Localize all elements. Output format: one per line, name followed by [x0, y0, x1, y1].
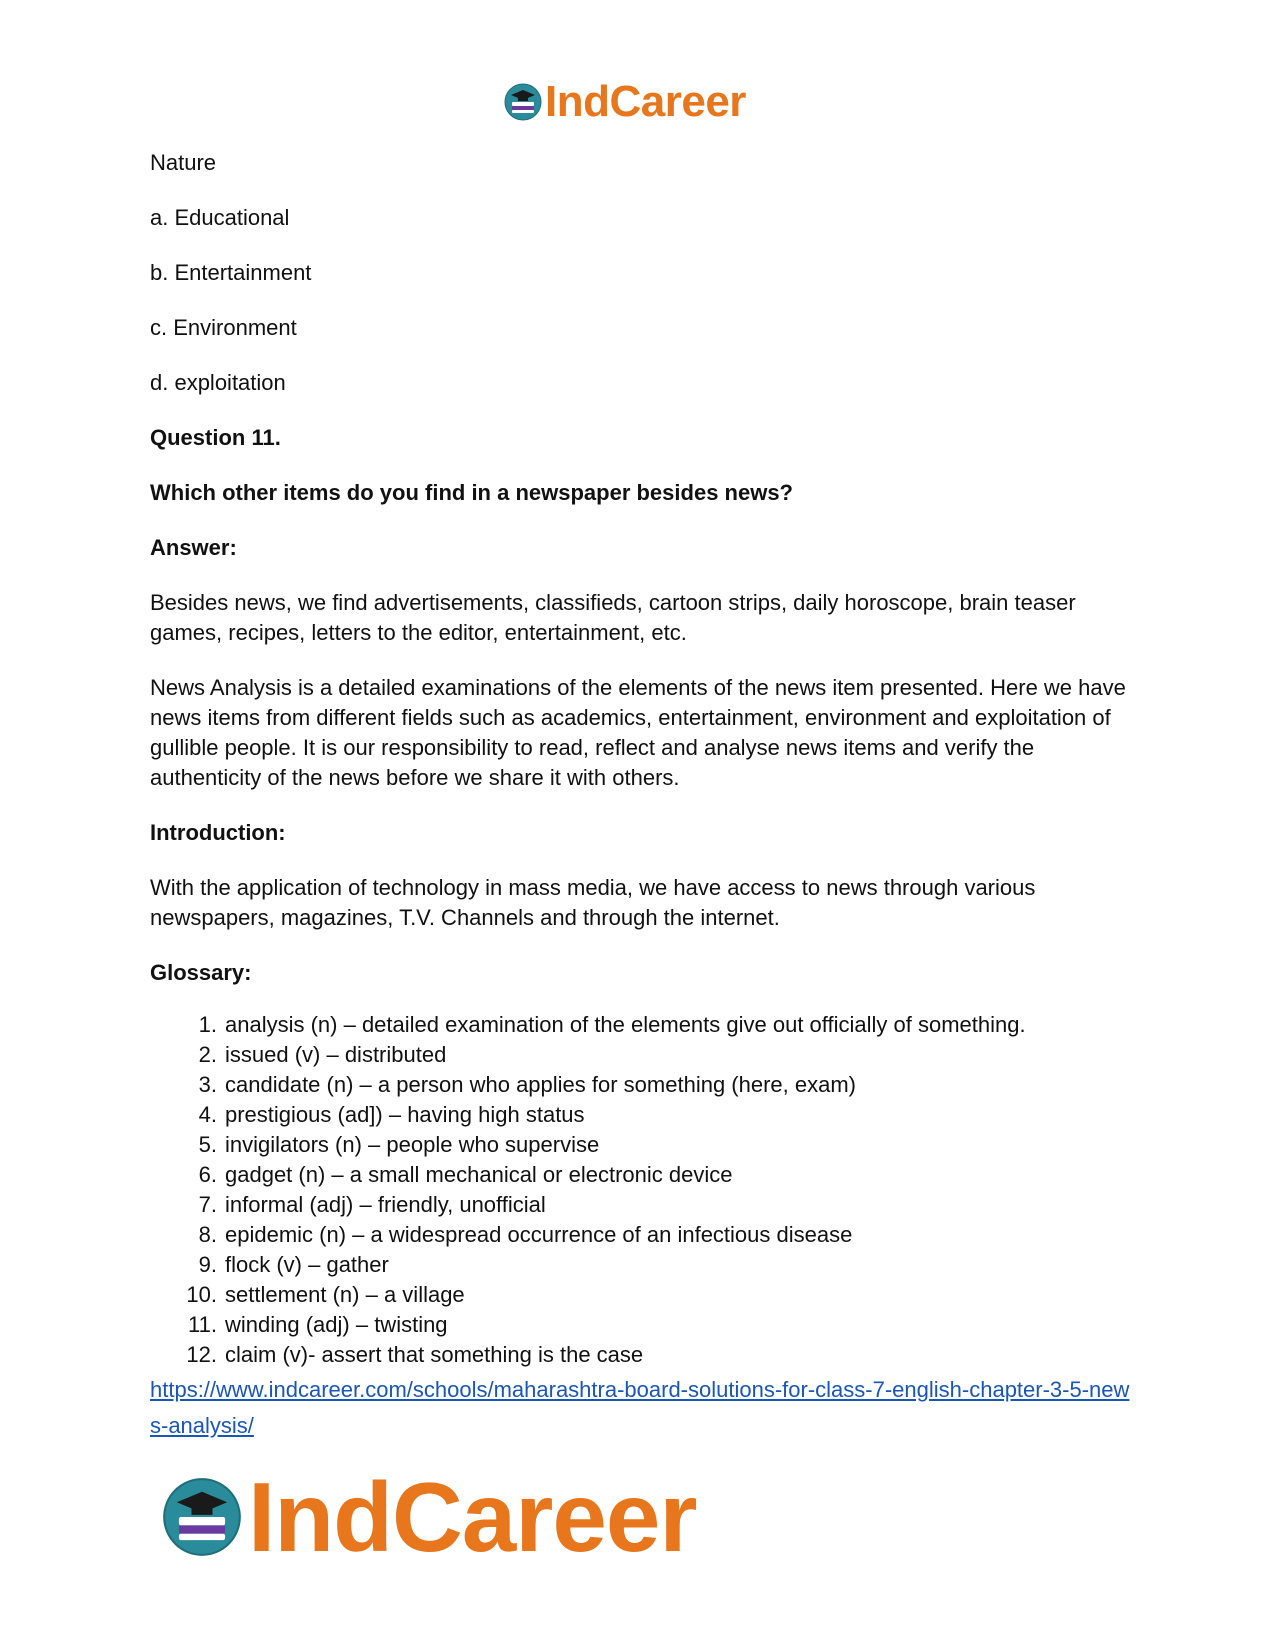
- answer-label: Answer:: [150, 535, 237, 560]
- glossary-item: 8. epidemic (n) – a widespread occurrence of an infectious disease: [198, 1222, 853, 1247]
- graduation-cap-book-icon: [160, 1475, 244, 1559]
- options-heading: Nature: [150, 150, 217, 175]
- graduation-cap-book-icon: [503, 82, 543, 122]
- option-a: a. Educational: [150, 205, 290, 230]
- source-link[interactable]: https://www.indcareer.com/schools/maharashtra-board-solutions-for-class-7-english-chapter-3-5-news-analysis/: [150, 1377, 1130, 1438]
- option-c: c. Environment: [150, 315, 297, 340]
- logo-text: IndCareer: [545, 77, 746, 126]
- summary-paragraph: News Analysis is a detailed examinations of the elements of the news item presented. Here we have news items from different fields such as academics, entertainment, environment and exploitation of gullible people. It is our responsibility to read, reflect and analyse news items and verify the authenticity of the news before we share it with others.: [150, 675, 1126, 790]
- glossary-item: 2. issued (v) – distributed: [198, 1042, 447, 1067]
- glossary-item: 5. invigilators (n) – people who supervise: [198, 1132, 600, 1157]
- logo-text: IndCareer: [248, 1462, 697, 1572]
- glossary-list: [150, 1010, 1130, 1370]
- option-d: d. exploitation: [150, 370, 286, 395]
- glossary-item: 12. claim (v)- assert that something is the case: [186, 1342, 644, 1367]
- introduction-text: With the application of technology in mass media, we have access to news through various newspapers, magazines, T.V. Channels and through the internet.: [150, 875, 1036, 930]
- main-content: [150, 148, 1130, 1444]
- introduction-label: Introduction:: [150, 820, 286, 845]
- glossary-label: Glossary:: [150, 960, 252, 985]
- glossary-item: 7. informal (adj) – friendly, unofficial: [198, 1192, 546, 1217]
- glossary-item: 4. prestigious (ad]) – having high status: [198, 1102, 585, 1127]
- glossary-item: 3. candidate (n) – a person who applies for something (here, exam): [198, 1072, 857, 1097]
- header-logo: [503, 77, 746, 126]
- glossary-item: 10. settlement (n) – a village: [186, 1282, 465, 1307]
- question-number: Question 11.: [150, 425, 281, 450]
- glossary-item: 6. gadget (n) – a small mechanical or electronic device: [198, 1162, 733, 1187]
- glossary-item: 9. flock (v) – gather: [198, 1252, 389, 1277]
- option-b: b. Entertainment: [150, 260, 312, 285]
- question-text: Which other items do you find in a newspaper besides news?: [150, 480, 793, 505]
- footer-logo: [160, 1462, 697, 1572]
- glossary-item: 11. winding (adj) – twisting: [188, 1312, 448, 1337]
- answer-text: Besides news, we find advertisements, classifieds, cartoon strips, daily horoscope, brain teaser games, recipes, letters to the editor, entertainment, etc.: [150, 590, 1076, 645]
- glossary-item: 1. analysis (n) – detailed examination of the elements give out officially of something.: [198, 1012, 1026, 1037]
